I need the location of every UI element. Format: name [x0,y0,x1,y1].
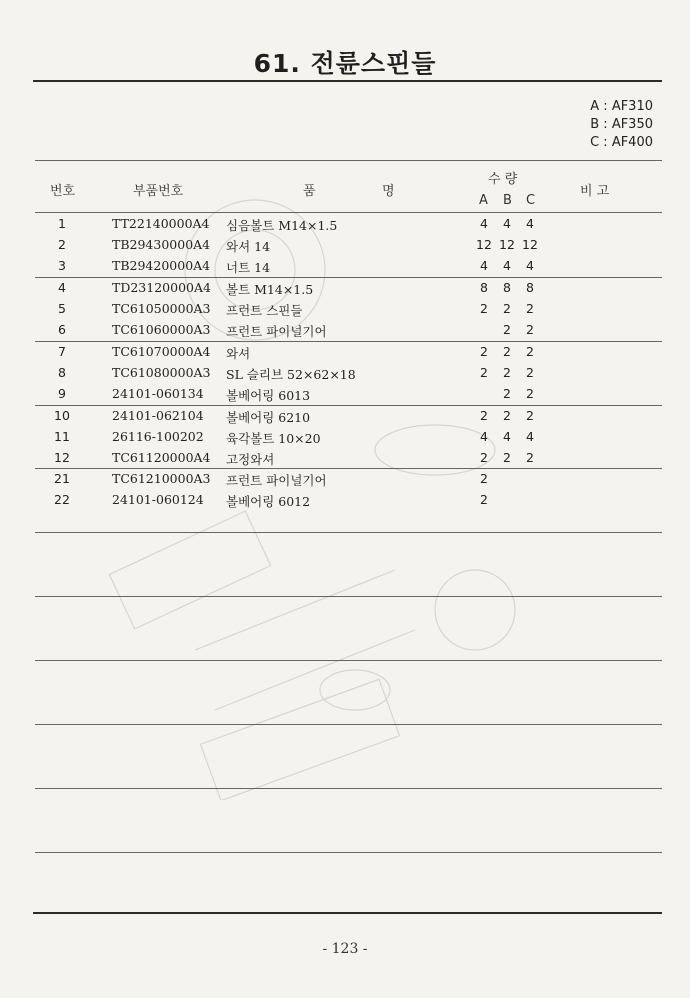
item-number: 7 [58,344,66,359]
item-number: 1 [58,216,66,231]
item-number: 2 [58,237,66,252]
blank-rule [35,788,662,789]
qty-b: 2 [503,301,511,316]
group-divider [35,468,662,469]
page-title: 61. 전륜스핀들 [253,49,437,78]
part-number: TB29420000A4 [112,258,211,273]
item-number: 22 [54,492,70,507]
table-row [0,492,690,512]
part-name: 볼베어링 6013 [226,388,311,403]
qty-a: 2 [480,492,488,507]
table-top-rule [35,160,662,161]
qty-a: 2 [480,365,488,380]
qty-a: 2 [480,450,488,465]
qty-b: 2 [503,408,511,423]
blank-rule [35,660,662,661]
part-name: SL 슬리브 52×62×18 [226,367,356,382]
qty-b: 2 [503,365,511,380]
qty-c: 2 [526,301,534,316]
qty-b: 4 [503,216,511,231]
table-row [0,386,690,406]
header-qty-b: B [503,193,512,208]
part-name: 프런트 파이널기어 [226,324,327,339]
table-row [0,301,690,321]
qty-c: 2 [526,450,534,465]
table-row [0,258,690,278]
header-part-no: 부품번호 [133,184,184,199]
qty-b: 2 [503,344,511,359]
part-number: TC61210000A3 [112,471,211,486]
header-qty-a: A [479,193,488,208]
table-row [0,216,690,236]
qty-c: 12 [522,237,538,252]
model-legend-item: B : AF350 [590,117,653,132]
qty-a: 2 [480,408,488,423]
qty-b: 2 [503,322,511,337]
model-legend [533,98,653,152]
group-divider [35,341,662,342]
item-number: 10 [54,408,70,423]
item-number: 4 [58,280,66,295]
item-number: 21 [54,471,70,486]
table-row [0,408,690,428]
header-name-2: 명 [382,184,395,199]
part-name: 너트 14 [226,260,271,275]
bottom-divider [33,912,662,914]
part-number: TC61050000A3 [112,301,211,316]
part-number: TB29430000A4 [112,237,211,252]
qty-a: 12 [476,237,492,252]
title-divider [33,80,662,82]
table-row [0,450,690,470]
part-number: TC61120000A4 [112,450,211,465]
item-number: 9 [58,386,66,401]
part-name: 심음볼트 M14×1.5 [226,218,338,233]
qty-b: 4 [503,258,511,273]
qty-a: 4 [480,429,488,444]
table-row [0,344,690,364]
item-number: 11 [54,429,70,444]
qty-c: 2 [526,386,534,401]
part-name: 프런트 스핀들 [226,303,303,318]
part-number: 26116-100202 [112,429,204,444]
part-number: TD23120000A4 [112,280,211,295]
part-name: 볼베어링 6012 [226,494,311,509]
table-row [0,280,690,300]
item-number: 8 [58,365,66,380]
qty-c: 8 [526,280,534,295]
part-name: 프런트 파이널기어 [226,473,327,488]
item-number: 5 [58,301,66,316]
qty-c: 4 [526,216,534,231]
qty-b: 4 [503,429,511,444]
part-number: 24101-062104 [112,408,204,423]
table-row [0,429,690,449]
header-quantity: 수 량 [488,172,518,187]
blank-rule [35,596,662,597]
part-name: 볼트 M14×1.5 [226,282,314,297]
header-bottom-rule [35,212,662,213]
qty-c: 4 [526,429,534,444]
qty-a: 2 [480,344,488,359]
part-number: 24101-060134 [112,386,204,401]
part-number: TC61070000A4 [112,344,211,359]
item-number: 12 [54,450,70,465]
group-divider [35,277,662,278]
qty-c: 2 [526,322,534,337]
blank-rule [35,724,662,725]
item-number: 6 [58,322,66,337]
part-number: TC61060000A3 [112,322,211,337]
qty-a: 8 [480,280,488,295]
item-number: 3 [58,258,66,273]
part-name: 육각볼트 10×20 [226,431,321,446]
part-number: TT22140000A4 [112,216,210,231]
part-name: 와셔 14 [226,239,271,254]
qty-a: 2 [480,471,488,486]
table-row [0,471,690,491]
qty-c: 2 [526,365,534,380]
header-name-1: 품 [303,184,316,199]
header-remark: 비 고 [580,184,610,199]
header-no: 번호 [50,184,76,199]
blank-rule [35,852,662,853]
model-legend-item: C : AF400 [590,135,653,150]
qty-b: 2 [503,450,511,465]
model-legend-item: A : AF310 [590,99,653,114]
part-number: TC61080000A3 [112,365,211,380]
table-row [0,365,690,385]
page-number: - 123 - [322,941,368,957]
part-name: 와셔 [226,346,251,361]
table-row [0,237,690,257]
qty-c: 4 [526,258,534,273]
part-name: 볼베어링 6210 [226,410,311,425]
qty-a: 4 [480,216,488,231]
part-name: 고정와셔 [226,452,275,467]
qty-b: 8 [503,280,511,295]
header-qty-c: C [526,193,536,208]
table-row [0,322,690,342]
qty-c: 2 [526,408,534,423]
qty-c: 2 [526,344,534,359]
blank-rule [35,532,662,533]
part-number: 24101-060124 [112,492,204,507]
group-divider [35,405,662,406]
qty-a: 4 [480,258,488,273]
qty-b: 2 [503,386,511,401]
qty-a: 2 [480,301,488,316]
qty-b: 12 [499,237,515,252]
